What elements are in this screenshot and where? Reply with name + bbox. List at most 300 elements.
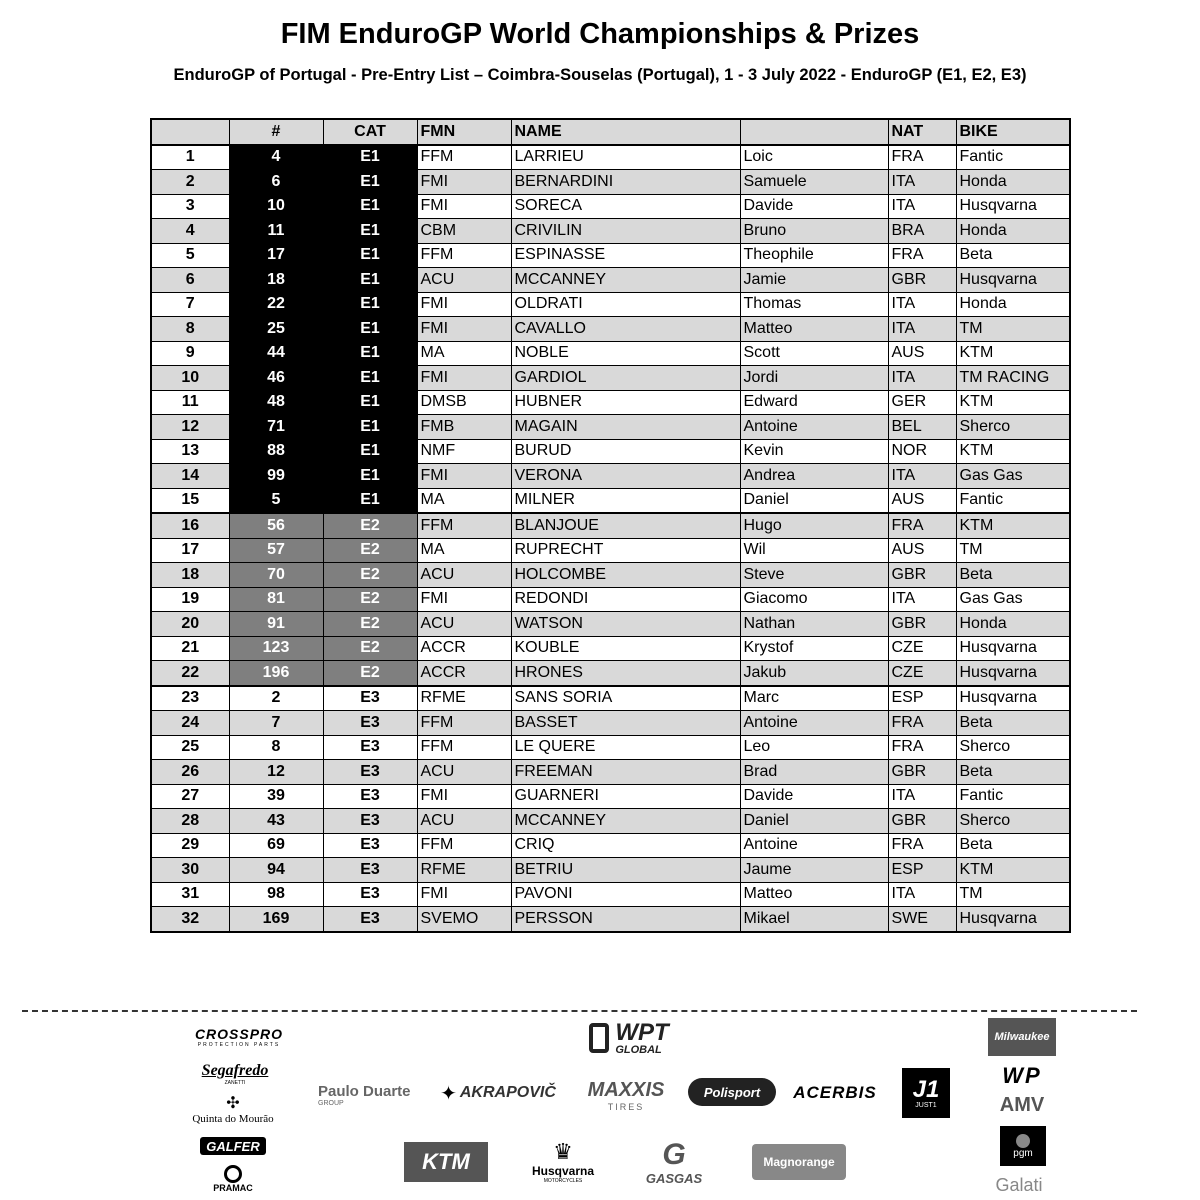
category-cell: E1 bbox=[323, 145, 417, 170]
last-name-cell: FREEMAN bbox=[511, 760, 740, 785]
first-name-cell: Davide bbox=[740, 194, 888, 219]
galfer-logo-text: GALFER bbox=[206, 1138, 260, 1154]
husqvarna-crown-icon: ♛ bbox=[553, 1139, 573, 1164]
table-row bbox=[151, 882, 1070, 907]
first-name-cell: Theophile bbox=[740, 243, 888, 268]
ktm-logo-text: KTM bbox=[422, 1149, 470, 1174]
nationality-cell: FRA bbox=[888, 735, 956, 760]
number-cell: 71 bbox=[229, 415, 323, 440]
milwaukee-logo bbox=[988, 1018, 1056, 1056]
first-name-cell: Scott bbox=[740, 341, 888, 366]
last-name-cell: SANS SORIA bbox=[511, 686, 740, 711]
fmn-cell: FFM bbox=[417, 513, 511, 538]
fmn-cell: SVEMO bbox=[417, 907, 511, 932]
number-cell: 4 bbox=[229, 145, 323, 170]
fmn-cell: FMI bbox=[417, 292, 511, 317]
just1-logo-text: J1 bbox=[912, 1075, 940, 1103]
number-cell: 6 bbox=[229, 170, 323, 195]
number-cell: 196 bbox=[229, 661, 323, 686]
nationality-cell: FRA bbox=[888, 243, 956, 268]
category-cell: E2 bbox=[323, 513, 417, 538]
number-cell: 70 bbox=[229, 563, 323, 588]
polisport-logo-text: Polisport bbox=[703, 1084, 761, 1100]
nationality-cell: FRA bbox=[888, 513, 956, 538]
number-cell: 69 bbox=[229, 833, 323, 858]
col-header-name: NAME bbox=[511, 119, 740, 145]
category-cell: E3 bbox=[323, 735, 417, 760]
last-name-cell: LARRIEU bbox=[511, 145, 740, 170]
col-header-number: # bbox=[229, 119, 323, 145]
nationality-cell: AUS bbox=[888, 341, 956, 366]
first-name-cell: Jamie bbox=[740, 268, 888, 293]
category-cell: E2 bbox=[323, 563, 417, 588]
first-name-cell: Hugo bbox=[740, 513, 888, 538]
fmn-cell: MA bbox=[417, 538, 511, 563]
table-row bbox=[151, 907, 1070, 932]
segafredo-logo bbox=[200, 1060, 270, 1088]
last-name-cell: BLANJOUE bbox=[511, 513, 740, 538]
position-cell: 14 bbox=[151, 464, 229, 489]
last-name-cell: HUBNER bbox=[511, 390, 740, 415]
nationality-cell: BRA bbox=[888, 219, 956, 244]
first-name-cell: Jakub bbox=[740, 661, 888, 686]
husqvarna-logo-subtext: MOTORCYCLES bbox=[543, 1178, 583, 1184]
nationality-cell: GBR bbox=[888, 760, 956, 785]
last-name-cell: REDONDI bbox=[511, 587, 740, 612]
first-name-cell: Daniel bbox=[740, 809, 888, 834]
category-cell: E1 bbox=[323, 366, 417, 391]
last-name-cell: CAVALLO bbox=[511, 317, 740, 342]
number-cell: 39 bbox=[229, 784, 323, 809]
fmn-cell: FMI bbox=[417, 317, 511, 342]
table-row bbox=[151, 415, 1070, 440]
first-name-cell: Krystof bbox=[740, 636, 888, 661]
nationality-cell: ITA bbox=[888, 882, 956, 907]
last-name-cell: CRIVILIN bbox=[511, 219, 740, 244]
nationality-cell: FRA bbox=[888, 145, 956, 170]
bike-cell: Honda bbox=[956, 292, 1070, 317]
nationality-cell: GER bbox=[888, 390, 956, 415]
position-cell: 4 bbox=[151, 219, 229, 244]
bike-cell: TM bbox=[956, 317, 1070, 342]
crosspro-logo-subtext: PROTECTION PARTS bbox=[197, 1042, 281, 1048]
segafredo-logo-text: Segafredo bbox=[201, 1062, 269, 1079]
fmn-cell: MA bbox=[417, 341, 511, 366]
nationality-cell: ITA bbox=[888, 292, 956, 317]
pramac-logo-text: PRAMAC bbox=[213, 1183, 253, 1193]
ktm-logo bbox=[404, 1142, 488, 1182]
last-name-cell: HOLCOMBE bbox=[511, 563, 740, 588]
last-name-cell: MILNER bbox=[511, 488, 740, 513]
bike-cell: KTM bbox=[956, 390, 1070, 415]
segafredo-logo-subtext: ZANETTI bbox=[224, 1080, 246, 1086]
first-name-cell: Edward bbox=[740, 390, 888, 415]
wpt-logo-subtext: GLOBAL bbox=[615, 1043, 662, 1056]
number-cell: 2 bbox=[229, 686, 323, 711]
category-cell: E3 bbox=[323, 784, 417, 809]
col-header-nat: NAT bbox=[888, 119, 956, 145]
gasgas-logo-text: GASGAS bbox=[645, 1170, 703, 1186]
bike-cell: Beta bbox=[956, 711, 1070, 736]
nationality-cell: BEL bbox=[888, 415, 956, 440]
bike-cell: KTM bbox=[956, 439, 1070, 464]
nationality-cell: GBR bbox=[888, 809, 956, 834]
first-name-cell: Leo bbox=[740, 735, 888, 760]
nationality-cell: FRA bbox=[888, 833, 956, 858]
first-name-cell: Mikael bbox=[740, 907, 888, 932]
paulo-duarte-logo-subtext: GROUP bbox=[318, 1100, 344, 1107]
table-row bbox=[151, 686, 1070, 711]
wpt-logo-text: WPT bbox=[615, 1018, 669, 1046]
bike-cell: KTM bbox=[956, 341, 1070, 366]
first-name-cell: Steve bbox=[740, 563, 888, 588]
akrapovic-logo bbox=[442, 1078, 554, 1108]
first-name-cell: Loic bbox=[740, 145, 888, 170]
number-cell: 18 bbox=[229, 268, 323, 293]
last-name-cell: BERNARDINI bbox=[511, 170, 740, 195]
table-row bbox=[151, 145, 1070, 170]
number-cell: 44 bbox=[229, 341, 323, 366]
last-name-cell: MCCANNEY bbox=[511, 268, 740, 293]
table-row bbox=[151, 219, 1070, 244]
akrapovic-logo-text: AKRAPOVIČ bbox=[459, 1084, 556, 1101]
number-cell: 5 bbox=[229, 488, 323, 513]
nationality-cell: ESP bbox=[888, 686, 956, 711]
table-row bbox=[151, 513, 1070, 538]
col-header-fmn: FMN bbox=[417, 119, 511, 145]
table-row bbox=[151, 809, 1070, 834]
paulo-duarte-logo bbox=[318, 1078, 424, 1112]
pramac-logo bbox=[203, 1160, 263, 1198]
category-cell: E2 bbox=[323, 636, 417, 661]
col-header-category: CAT bbox=[323, 119, 417, 145]
number-cell: 46 bbox=[229, 366, 323, 391]
fmn-cell: NMF bbox=[417, 439, 511, 464]
amv-logo bbox=[994, 1092, 1050, 1118]
nationality-cell: GBR bbox=[888, 268, 956, 293]
first-name-cell: Jaume bbox=[740, 858, 888, 883]
last-name-cell: PERSSON bbox=[511, 907, 740, 932]
table-row bbox=[151, 341, 1070, 366]
nationality-cell: CZE bbox=[888, 661, 956, 686]
position-cell: 2 bbox=[151, 170, 229, 195]
last-name-cell: NOBLE bbox=[511, 341, 740, 366]
last-name-cell: CRIQ bbox=[511, 833, 740, 858]
galati-logo-text: Galati bbox=[995, 1174, 1043, 1195]
last-name-cell: LE QUERE bbox=[511, 735, 740, 760]
maxxis-logo-subtext: TIRES bbox=[607, 1101, 645, 1112]
bike-cell: Gas Gas bbox=[956, 464, 1070, 489]
category-cell: E3 bbox=[323, 833, 417, 858]
col-header-position bbox=[151, 119, 229, 145]
position-cell: 29 bbox=[151, 833, 229, 858]
table-row bbox=[151, 268, 1070, 293]
table-header-row bbox=[151, 119, 1070, 145]
wpt-emblem-icon bbox=[589, 1023, 609, 1053]
category-cell: E2 bbox=[323, 587, 417, 612]
first-name-cell: Andrea bbox=[740, 464, 888, 489]
fmn-cell: FFM bbox=[417, 833, 511, 858]
category-cell: E3 bbox=[323, 760, 417, 785]
fmn-cell: ACU bbox=[417, 760, 511, 785]
fmn-cell: FMI bbox=[417, 464, 511, 489]
table-row bbox=[151, 587, 1070, 612]
magnorange-logo-text: Magnorange bbox=[763, 1155, 835, 1169]
footer-divider bbox=[22, 1010, 1137, 1012]
table-row bbox=[151, 833, 1070, 858]
bike-cell: Husqvarna bbox=[956, 268, 1070, 293]
first-name-cell: Wil bbox=[740, 538, 888, 563]
bike-cell: KTM bbox=[956, 858, 1070, 883]
position-cell: 28 bbox=[151, 809, 229, 834]
category-cell: E1 bbox=[323, 439, 417, 464]
fmn-cell: FMI bbox=[417, 587, 511, 612]
last-name-cell: KOUBLE bbox=[511, 636, 740, 661]
fmn-cell: ACU bbox=[417, 268, 511, 293]
fmn-cell: ACU bbox=[417, 563, 511, 588]
first-name-cell: Daniel bbox=[740, 488, 888, 513]
husqvarna-logo bbox=[528, 1134, 598, 1190]
fmn-cell: ACU bbox=[417, 612, 511, 637]
fmn-cell: RFME bbox=[417, 686, 511, 711]
bike-cell: Husqvarna bbox=[956, 194, 1070, 219]
nationality-cell: ITA bbox=[888, 464, 956, 489]
position-cell: 31 bbox=[151, 882, 229, 907]
col-header-bike: BIKE bbox=[956, 119, 1070, 145]
nationality-cell: ITA bbox=[888, 317, 956, 342]
category-cell: E1 bbox=[323, 488, 417, 513]
nationality-cell: GBR bbox=[888, 563, 956, 588]
wp-logo bbox=[990, 1064, 1054, 1088]
fmn-cell: FFM bbox=[417, 243, 511, 268]
table-row bbox=[151, 735, 1070, 760]
table-row bbox=[151, 784, 1070, 809]
gasgas-logo bbox=[636, 1134, 712, 1190]
table-row bbox=[151, 170, 1070, 195]
position-cell: 15 bbox=[151, 488, 229, 513]
number-cell: 25 bbox=[229, 317, 323, 342]
number-cell: 11 bbox=[229, 219, 323, 244]
nationality-cell: GBR bbox=[888, 612, 956, 637]
fmn-cell: FMI bbox=[417, 366, 511, 391]
nationality-cell: ITA bbox=[888, 784, 956, 809]
nationality-cell: SWE bbox=[888, 907, 956, 932]
table-row bbox=[151, 292, 1070, 317]
page-title: FIM EnduroGP World Championships & Prizes bbox=[280, 18, 920, 50]
table-row bbox=[151, 439, 1070, 464]
category-cell: E1 bbox=[323, 292, 417, 317]
position-cell: 20 bbox=[151, 612, 229, 637]
bike-cell: Gas Gas bbox=[956, 587, 1070, 612]
fmn-cell: DMSB bbox=[417, 390, 511, 415]
category-cell: E1 bbox=[323, 268, 417, 293]
position-cell: 24 bbox=[151, 711, 229, 736]
pgm-logo-text: pgm bbox=[1013, 1147, 1033, 1159]
fmn-cell: FFM bbox=[417, 711, 511, 736]
bike-cell: Husqvarna bbox=[956, 636, 1070, 661]
position-cell: 30 bbox=[151, 858, 229, 883]
table-row bbox=[151, 636, 1070, 661]
maxxis-logo-text: MAXXIS bbox=[587, 1078, 665, 1101]
wpt-global-logo bbox=[574, 1018, 684, 1058]
fmn-cell: FMI bbox=[417, 882, 511, 907]
bike-cell: Sherco bbox=[956, 415, 1070, 440]
category-cell: E2 bbox=[323, 612, 417, 637]
category-cell: E2 bbox=[323, 538, 417, 563]
bike-cell: TM bbox=[956, 882, 1070, 907]
col-header-first-name bbox=[740, 119, 888, 145]
crosspro-logo-text: CROSSPRO bbox=[194, 1026, 284, 1042]
category-cell: E1 bbox=[323, 317, 417, 342]
first-name-cell: Thomas bbox=[740, 292, 888, 317]
number-cell: 88 bbox=[229, 439, 323, 464]
nationality-cell: ESP bbox=[888, 858, 956, 883]
table-row bbox=[151, 317, 1070, 342]
table-row bbox=[151, 538, 1070, 563]
bike-cell: Honda bbox=[956, 612, 1070, 637]
table-row bbox=[151, 390, 1070, 415]
last-name-cell: MAGAIN bbox=[511, 415, 740, 440]
position-cell: 12 bbox=[151, 415, 229, 440]
number-cell: 94 bbox=[229, 858, 323, 883]
nationality-cell: CZE bbox=[888, 636, 956, 661]
position-cell: 8 bbox=[151, 317, 229, 342]
position-cell: 3 bbox=[151, 194, 229, 219]
position-cell: 25 bbox=[151, 735, 229, 760]
position-cell: 22 bbox=[151, 661, 229, 686]
last-name-cell: GUARNERI bbox=[511, 784, 740, 809]
quinta-logo-text: Quinta do Mourão bbox=[192, 1113, 274, 1125]
table-row bbox=[151, 661, 1070, 686]
bike-cell: KTM bbox=[956, 513, 1070, 538]
magnorange-logo bbox=[752, 1144, 846, 1180]
amv-logo-text: AMV bbox=[999, 1093, 1045, 1116]
position-cell: 5 bbox=[151, 243, 229, 268]
bike-cell: Fantic bbox=[956, 488, 1070, 513]
nationality-cell: ITA bbox=[888, 587, 956, 612]
category-cell: E1 bbox=[323, 415, 417, 440]
maxxis-logo bbox=[576, 1078, 676, 1112]
bike-cell: Husqvarna bbox=[956, 907, 1070, 932]
milwaukee-logo-text: Milwaukee bbox=[994, 1031, 1050, 1043]
last-name-cell: OLDRATI bbox=[511, 292, 740, 317]
nationality-cell: ITA bbox=[888, 194, 956, 219]
number-cell: 22 bbox=[229, 292, 323, 317]
number-cell: 7 bbox=[229, 711, 323, 736]
table-row bbox=[151, 760, 1070, 785]
category-cell: E3 bbox=[323, 882, 417, 907]
table-row bbox=[151, 612, 1070, 637]
first-name-cell: Nathan bbox=[740, 612, 888, 637]
position-cell: 9 bbox=[151, 341, 229, 366]
page-subtitle: EnduroGP of Portugal - Pre-Entry List – Coimbra-Souselas (Portugal), 1 - 3 July 2022 - EnduroGP (E1, E2, E3) bbox=[173, 66, 1027, 84]
bike-cell: Sherco bbox=[956, 735, 1070, 760]
position-cell: 6 bbox=[151, 268, 229, 293]
fmn-cell: CBM bbox=[417, 219, 511, 244]
acerbis-logo-text: ACERBIS bbox=[793, 1083, 877, 1102]
nationality-cell: NOR bbox=[888, 439, 956, 464]
last-name-cell: GARDIOL bbox=[511, 366, 740, 391]
position-cell: 23 bbox=[151, 686, 229, 711]
first-name-cell: Brad bbox=[740, 760, 888, 785]
fmn-cell: FMI bbox=[417, 194, 511, 219]
akrapovic-scorpion-icon: ✦ bbox=[440, 1082, 457, 1105]
fmn-cell: FMI bbox=[417, 170, 511, 195]
first-name-cell: Samuele bbox=[740, 170, 888, 195]
nationality-cell: FRA bbox=[888, 711, 956, 736]
nationality-cell: AUS bbox=[888, 538, 956, 563]
last-name-cell: HRONES bbox=[511, 661, 740, 686]
first-name-cell: Matteo bbox=[740, 317, 888, 342]
first-name-cell: Antoine bbox=[740, 711, 888, 736]
category-cell: E1 bbox=[323, 243, 417, 268]
gasgas-emblem-icon: G bbox=[662, 1137, 686, 1171]
polisport-logo bbox=[688, 1078, 776, 1106]
category-cell: E1 bbox=[323, 341, 417, 366]
nationality-cell: ITA bbox=[888, 170, 956, 195]
number-cell: 99 bbox=[229, 464, 323, 489]
fmn-cell: RFME bbox=[417, 858, 511, 883]
bike-cell: Beta bbox=[956, 760, 1070, 785]
table-row bbox=[151, 711, 1070, 736]
pgm-emblem-icon bbox=[1016, 1134, 1030, 1148]
category-cell: E3 bbox=[323, 858, 417, 883]
first-name-cell: Giacomo bbox=[740, 587, 888, 612]
bike-cell: Beta bbox=[956, 563, 1070, 588]
position-cell: 16 bbox=[151, 513, 229, 538]
table-row bbox=[151, 563, 1070, 588]
bike-cell: Fantic bbox=[956, 145, 1070, 170]
bike-cell: Honda bbox=[956, 219, 1070, 244]
position-cell: 17 bbox=[151, 538, 229, 563]
position-cell: 32 bbox=[151, 907, 229, 932]
fmn-cell: ACU bbox=[417, 809, 511, 834]
table-row bbox=[151, 194, 1070, 219]
last-name-cell: BASSET bbox=[511, 711, 740, 736]
fmn-cell: ACCR bbox=[417, 661, 511, 686]
first-name-cell: Bruno bbox=[740, 219, 888, 244]
husqvarna-logo-text: Husqvarna bbox=[531, 1164, 595, 1178]
number-cell: 81 bbox=[229, 587, 323, 612]
category-cell: E1 bbox=[323, 194, 417, 219]
fmn-cell: FFM bbox=[417, 735, 511, 760]
position-cell: 10 bbox=[151, 366, 229, 391]
bike-cell: Husqvarna bbox=[956, 661, 1070, 686]
bike-cell: Beta bbox=[956, 243, 1070, 268]
number-cell: 17 bbox=[229, 243, 323, 268]
bike-cell: TM bbox=[956, 538, 1070, 563]
acerbis-logo bbox=[784, 1081, 886, 1105]
bike-cell: Honda bbox=[956, 170, 1070, 195]
category-cell: E1 bbox=[323, 464, 417, 489]
fmn-cell: FMI bbox=[417, 784, 511, 809]
last-name-cell: BURUD bbox=[511, 439, 740, 464]
pramac-emblem-icon bbox=[224, 1165, 242, 1183]
last-name-cell: ESPINASSE bbox=[511, 243, 740, 268]
galati-logo bbox=[986, 1172, 1052, 1198]
category-cell: E3 bbox=[323, 711, 417, 736]
position-cell: 11 bbox=[151, 390, 229, 415]
fmn-cell: FMB bbox=[417, 415, 511, 440]
wp-logo-text: WP bbox=[1002, 1063, 1042, 1088]
position-cell: 19 bbox=[151, 587, 229, 612]
table-row bbox=[151, 464, 1070, 489]
fmn-cell: FFM bbox=[417, 145, 511, 170]
first-name-cell: Davide bbox=[740, 784, 888, 809]
number-cell: 8 bbox=[229, 735, 323, 760]
last-name-cell: SORECA bbox=[511, 194, 740, 219]
first-name-cell: Kevin bbox=[740, 439, 888, 464]
